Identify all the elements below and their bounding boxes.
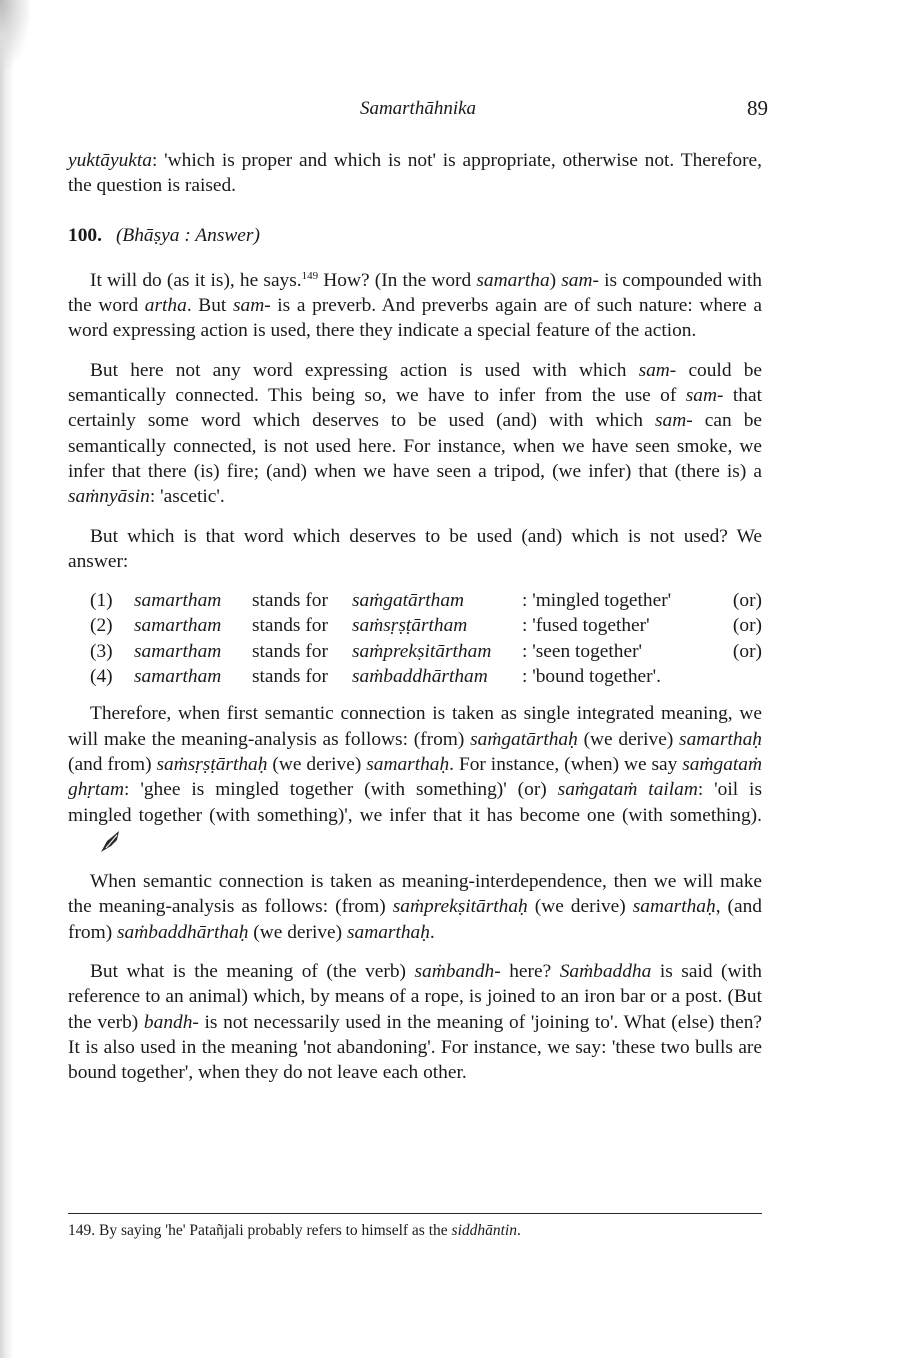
text: here? (500, 961, 560, 983)
list-term: samartham (134, 590, 222, 612)
list-compound: saṁbaddhārtham (352, 666, 488, 688)
list-number: (1) (90, 590, 113, 612)
text: is compounded with the word (68, 269, 762, 317)
list-verb: stands for (252, 666, 328, 688)
list-term: samartham (134, 666, 222, 688)
text: 149. By saying 'he' Patañjali probably refers to himself as the (68, 1222, 452, 1239)
text: . For instance, (when) we say (449, 753, 683, 775)
text: Therefore, when first semantic connection is taken as single integrated meaning, we will make the meaning-analysis as follows: (from) (68, 703, 762, 750)
list-gloss: : 'seen together' (522, 640, 643, 662)
footnote-ref: 149 (301, 269, 319, 282)
list-compound: saṁgatārtham (352, 590, 465, 612)
term: samarthaḥ (632, 896, 716, 918)
text: , (and from) (68, 896, 762, 943)
section-heading (68, 223, 762, 248)
text: : 'ghee is mingled together (with something)' (or) (124, 779, 558, 801)
paragraph-3: But which is that word which deserves to be used (and) which is not used? We answer: (68, 525, 762, 572)
term: saṁsṛṣṭārthaḥ (156, 753, 268, 775)
page-header (68, 96, 768, 124)
term: samarthaḥ (679, 728, 763, 750)
term: bandh- (143, 1011, 199, 1033)
list-term: samartham (134, 640, 222, 662)
term: saṁgataṁ tailam (557, 779, 698, 801)
list-number: (4) (90, 666, 113, 688)
footnote-divider (68, 1213, 762, 1214)
list-verb: stands for (252, 640, 328, 662)
text: . (516, 1222, 521, 1239)
list-gloss: : 'fused together' (522, 615, 650, 637)
list-tail: (or) (732, 615, 762, 637)
term: samarthaḥ (366, 753, 450, 775)
term: sam- (561, 269, 599, 291)
term: saṁprekṣitārthaḥ (392, 896, 528, 918)
list-item (68, 639, 762, 664)
text: can be semantically connected, is not used here. For instance, when we have seen smoke, we infer that there (is) fire; (and) when we have seen a tripod, (we infer) that (there is) a (68, 410, 762, 482)
term: saṁbandh- (414, 961, 501, 983)
page-corner-shadow (0, 0, 30, 70)
term: sam- (654, 410, 693, 432)
text: (we derive) (577, 728, 680, 750)
text: : 'ascetic'. (149, 486, 225, 508)
list-item (68, 664, 762, 689)
term: yuktāyukta (68, 150, 152, 171)
list-item (68, 588, 762, 613)
list-compound: saṁsṛṣṭārtham (352, 615, 468, 637)
page-number: 89 (747, 96, 768, 120)
term: siddhāntin (451, 1222, 517, 1239)
text: is not necessarily used in the meaning of 'joining to'. What (else) then? It is also used in the meaning 'not abandoning'. For instance, we say: 'these two bulls are bound together', when they do not leave each other. (68, 1011, 763, 1084)
term: saṁgataṁ ghṛtam (68, 753, 762, 801)
text: It will do (as it is), he says. (90, 269, 302, 291)
term: saṁbaddhārthaḥ (117, 921, 249, 943)
term: samarthaḥ (346, 921, 430, 943)
list-tail: (or) (732, 640, 762, 662)
text: . But (186, 295, 233, 317)
paragraph-2 (68, 358, 762, 510)
text: ) (549, 269, 562, 291)
text: When semantic connection is taken as meaning-interdependence, then we will make the meaning-analysis as follows: (from) (68, 871, 762, 918)
term: sam- (638, 359, 677, 381)
list-gloss: : 'mingled together' (522, 590, 672, 612)
paragraph-1 (68, 264, 762, 344)
text: that certainly some word which deserves to be used (and) with which (68, 385, 762, 432)
term: saṁgatārthaḥ (470, 728, 578, 750)
list-verb: stands for (252, 590, 328, 612)
text: (we derive) (248, 921, 347, 943)
list-number: (3) (90, 640, 113, 662)
list-compound: saṁprekṣitārtham (352, 640, 492, 662)
term: saṁnyāsin (68, 486, 150, 508)
list-number: (2) (90, 615, 113, 637)
footnote (68, 1220, 762, 1242)
running-head: Samarthāhnika (359, 98, 477, 119)
text: : 'oil is mingled together (with something)', we infer that it has become one (with something). (68, 779, 762, 826)
list-item (68, 613, 762, 638)
paragraph-5 (68, 869, 762, 945)
section-title: (Bhāṣya : Answer) (115, 224, 260, 246)
list-tail: (or) (732, 590, 762, 612)
text: : 'which is proper and which is not' is appropriate, otherwise not. Therefore, the question is raised. (68, 150, 762, 197)
term: sam- (232, 295, 271, 317)
ink-mark-icon (98, 828, 124, 854)
term: samartha (476, 269, 550, 291)
term: artha (144, 295, 187, 317)
list-term: samartham (134, 615, 222, 637)
section-number: 100. (68, 224, 102, 246)
list-gloss: : 'bound together'. (522, 666, 661, 688)
paragraph-4 (68, 701, 762, 855)
page-edge-shadow (0, 0, 14, 1358)
text: How? (In the word (318, 269, 477, 291)
text: But here not any word expressing action is used with which (90, 359, 639, 381)
text: (we derive) (527, 896, 633, 918)
term: sam- (685, 385, 724, 407)
text: is said (with reference to an animal) which, by means of a rope, is joined to an iron bar or a post. (But the verb) (68, 961, 762, 1033)
intro-paragraph (68, 148, 762, 199)
main-text (68, 148, 762, 1086)
text: But what is the meaning of (the verb) (90, 961, 415, 983)
paragraph-6 (68, 959, 762, 1085)
term: Saṁbaddha (559, 961, 652, 983)
list-verb: stands for (252, 615, 328, 637)
derivation-list (68, 588, 762, 689)
text: . (429, 921, 435, 943)
text: (we derive) (267, 753, 367, 775)
text: (and from) (68, 753, 157, 775)
text: is a preverb. And preverbs again are of such nature: where a word expressing action is used, there they indicate a special feature of the action. (68, 295, 762, 342)
text: could be semantically connected. This being so, we have to infer from the use of (68, 359, 762, 407)
